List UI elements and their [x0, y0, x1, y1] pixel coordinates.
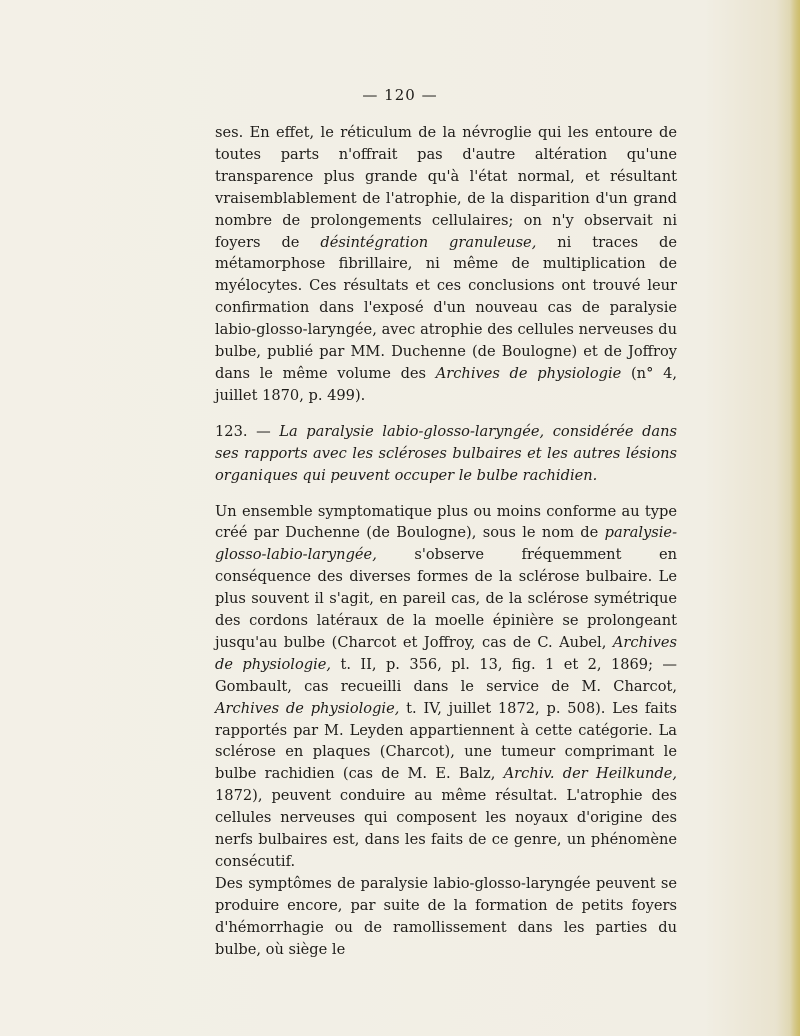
- paragraph-1: [215, 122, 677, 407]
- section-title: La paralysie labio-glosso-laryngée, considérée dans ses rapports avec les scléroses bulbaires et les autres lésions organiques qui peuvent occuper le bulbe rachidien.: [215, 422, 678, 484]
- italic-run: Archives de physiologie,: [215, 633, 677, 673]
- italic-run: paralysie-glosso-labio-laryngée,: [215, 524, 677, 564]
- text-run: Un ensemble symptomatique plus ou moins conforme au type créé par Duchenne (de Boulogne), sous le nom de: [215, 502, 677, 542]
- italic-run: Archiv. der Heilkunde,: [503, 765, 677, 783]
- text-run: t. II, p. 356, pl. 13, fig. 1 et 2, 1869; — Gombault, cas recueilli dans le service de M. Charcot,: [215, 655, 677, 695]
- italic-run: Archives de physiologie,: [215, 699, 400, 717]
- page-edge: [790, 0, 800, 1036]
- italic-run: désintégration granuleuse,: [320, 233, 537, 251]
- section-number: 123. —: [215, 422, 280, 440]
- text-body: [215, 122, 677, 961]
- page-number: — 120 —: [362, 86, 438, 104]
- section-heading: [215, 421, 677, 487]
- italic-run: Archives de physiologie: [435, 364, 622, 382]
- text-run: s'observe fréquemment en conséquence des diverses formes de la sclérose bulbaire. Le plus souvent il s'agit, en pareil cas, de la sclérose symétrique des cordons latéraux de la moelle épinière se prolongeant jusqu'au bulbe (Charcot et Joffroy, cas de C. Aubel,: [215, 546, 677, 651]
- text-run: ni traces de métamorphose fibrillaire, ni même de multiplication de myélocytes. Ces résultats et ces conclusions ont trouvé leur confirmation dans l'exposé d'un nouveau cas de paralysie labio-glosso-laryngée, avec atrophie des cellules nerveuses du bulbe, publié par MM. Duchenne (de Boulogne) et de Joffroy dans le même volume des: [215, 233, 677, 382]
- paragraph-2: [215, 501, 677, 873]
- text-run: 1872), peuvent conduire au même résultat. L'atrophie des cellules nerveuses qui composent les noyaux d'origine des nerfs bulbaires est, dans les faits de ce genre, un phénomène consécutif.: [215, 787, 677, 870]
- paragraph-3: Des symptômes de paralysie labio-glosso-laryngée peuvent se produire encore, par suite de la formation de petits foyers d'hémorrhagie ou de ramollissement dans les parties du bulbe, où siège le: [215, 874, 677, 958]
- text-run: ses. En effet, le réticulum de la névroglie qui les entoure de toutes parts n'offrait pas d'autre altération qu'une transparence plus grande qu'à l'état normal, et résultant vraisemblablement de l'atrophie, de la disparition d'un grand nombre de prolongements cellulaires; on n'y observait ni foyers de: [215, 124, 677, 251]
- text-run: (n° 4, juillet 1870, p. 499).: [215, 364, 677, 404]
- text-run: t. IV, juillet 1872, p. 508). Les faits rapportés par M. Leyden appartiennent à cette catégorie. La sclérose en plaques (Charcot), une tumeur comprimant le bulbe rachidien (cas de M. E. Balz,: [215, 699, 677, 783]
